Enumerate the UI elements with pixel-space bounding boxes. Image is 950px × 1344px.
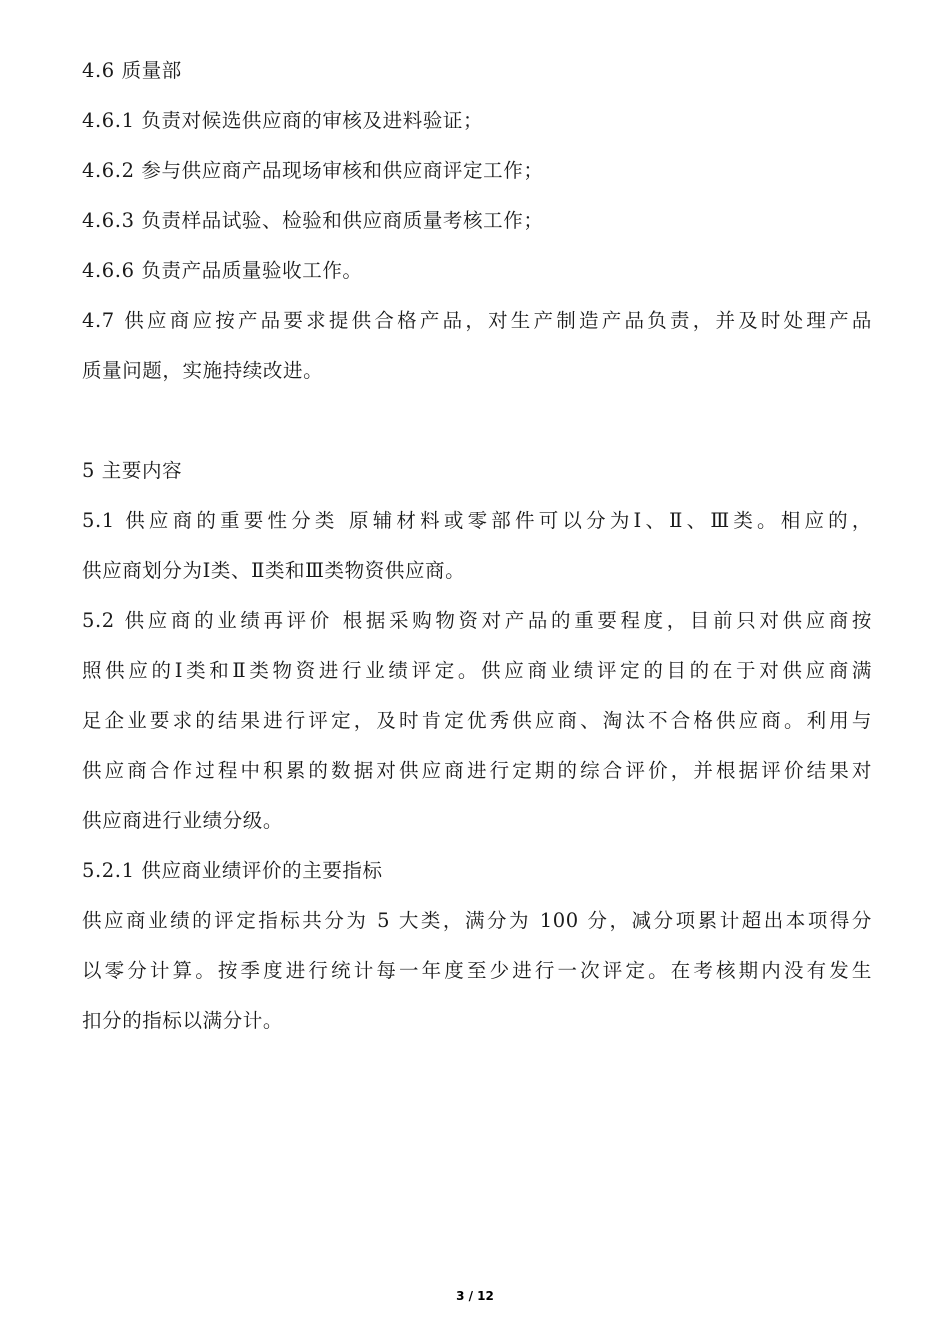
- paragraph-5-2-line-5: 供应商进行业绩分级。: [82, 809, 284, 832]
- paragraph-4-6-3: 4.6.3 负责样品试验、检验和供应商质量考核工作；: [82, 209, 544, 232]
- heading-5-2-1: 5.2.1 供应商业绩评价的主要指标: [82, 859, 383, 882]
- paragraph-indicators-line-1: 供应商业绩的评定指标共分为 5 大类，满分为 100 分，减分项累计超出本项得分: [82, 909, 872, 932]
- paragraph-5-1-line-2: 供应商划分为Ⅰ类、Ⅱ类和Ⅲ类物资供应商。: [82, 559, 466, 582]
- paragraph-indicators-line-2: 以零分计算。按季度进行统计每一年度至少进行一次评定。在考核期内没有发生: [82, 959, 872, 982]
- paragraph-4-7-line-1: 4.7 供应商应按产品要求提供合格产品，对生产制造产品负责，并及时处理产品: [82, 309, 872, 332]
- page-number: 3 / 12: [456, 1289, 494, 1303]
- section-spacer: [82, 396, 872, 446]
- paragraph-5-2-line-2: 照供应的Ⅰ类和Ⅱ类物资进行业绩评定。供应商业绩评定的目的在于对供应商满: [82, 659, 872, 682]
- paragraph-5-2-line-3: 足企业要求的结果进行评定，及时肯定优秀供应商、淘汰不合格供应商。利用与: [82, 709, 872, 732]
- paragraph-indicators-line-3: 扣分的指标以满分计。: [82, 1009, 284, 1032]
- paragraph-4-6-2: 4.6.2 参与供应商产品现场审核和供应商评定工作；: [82, 159, 544, 182]
- paragraph-4-7-line-2: 质量问题，实施持续改进。: [82, 359, 324, 382]
- heading-4-6: 4.6 质量部: [82, 59, 182, 82]
- paragraph-4-6-1: 4.6.1 负责对候选供应商的审核及进料验证；: [82, 109, 484, 132]
- paragraph-5-2-line-4: 供应商合作过程中积累的数据对供应商进行定期的综合评价，并根据评价结果对: [82, 759, 872, 782]
- paragraph-5-1-line-1: 5.1 供应商的重要性分类 原辅材料或零部件可以分为Ⅰ、Ⅱ、Ⅲ类。相应的，: [82, 509, 872, 532]
- document-body: [82, 46, 872, 1046]
- paragraph-4-6-6: 4.6.6 负责产品质量验收工作。: [82, 259, 363, 282]
- paragraph-5-2-line-1: 5.2 供应商的业绩再评价 根据采购物资对产品的重要程度，目前只对供应商按: [82, 609, 872, 632]
- heading-5: 5 主要内容: [82, 459, 183, 482]
